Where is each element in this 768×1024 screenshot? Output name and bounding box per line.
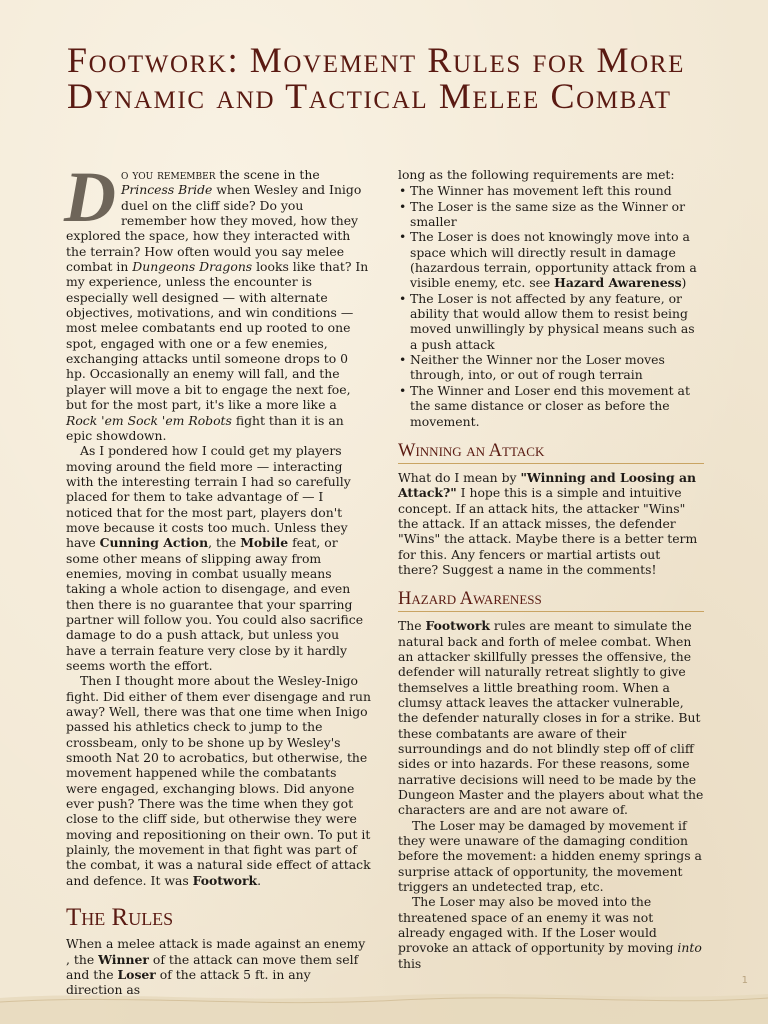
intro-italic: Princess Bride <box>121 182 213 198</box>
list-item: • Neither the Winner nor the Loser moves through, into, or out of rough terrain <box>398 352 704 383</box>
intro-text: the scene in the <box>215 167 320 182</box>
intro-text: when Wesley and Inigo duel on the cliff side? Do you remember how they moved, how they explored the space, how they interacted with the terrain? How often would you say melee combat in <box>66 182 362 275</box>
list-item <box>398 229 704 290</box>
hazard-paragraph-2: The Loser may be damaged by movement if they were unaware of the damaging condition before the movement: a hidden enemy springs a surprise attack of opportunity, the movement triggers an undetected trap, etc. <box>398 817 702 895</box>
left-column <box>64 157 371 998</box>
para-bold: "Winning and Loosing an Attack?" <box>398 469 696 501</box>
paragraph-3 <box>66 673 371 888</box>
para-text: feat, or some other means of slipping away from enemies, moving in combat usually means taking a whole action to disengage, and even then there is no guarantee that your sparring partner will follow you. You could also sacrifice damage to do a push attack, but unless you have a terrain feature very close by it hardly seems worth the effort. <box>66 535 364 673</box>
drop-cap: D <box>64 157 116 237</box>
intro-text: looks like that? In my experience, unless the encounter is especially well designed — with alternate objectives, motivations, and win conditions — most melee combatants end up rooted to one spot, engaged with one or a few enemies, exchanging attacks until someone drops to 0 hp. Occasionally an enemy will fall, and the player will move a bit to engage the next foe, but for the most part, it's like a more like a <box>66 259 369 413</box>
list-item-text: The Loser is does not knowingly move into a space which will directly result in damage (hazardous terrain, opportunity attack from a visible enemy, etc. see <box>410 229 697 291</box>
heading-the-rules: The Rules <box>66 904 174 932</box>
para-text: When a melee attack is made against an enemy , the <box>66 936 366 967</box>
page-number: 1 <box>741 975 748 986</box>
para-bold: Winner <box>98 951 149 967</box>
list-item: • The Loser is not affected by any feature, or ability that would allow them to resist being moved unwillingly by physical means such as a push attack <box>398 291 704 352</box>
winning-paragraph <box>398 470 704 577</box>
intro-lead: o you remember <box>121 167 216 182</box>
para-bold: Loser <box>117 966 156 982</box>
intro-text: fight than it is an epic showdown. <box>66 412 344 443</box>
footer-ornament <box>0 984 768 1024</box>
para-bold: Mobile <box>240 535 289 551</box>
rules-continued: long as the following requirements are met: <box>398 167 675 182</box>
para-italic: into <box>677 940 702 956</box>
heading-hazard-awareness: Hazard Awareness <box>398 589 704 612</box>
para-text: of the attack 5 ft. in any direction as <box>66 966 311 998</box>
list-item: • The Winner has movement left this round <box>398 183 704 198</box>
heading-winning-an-attack: Winning an Attack <box>398 441 704 464</box>
para-text: The Loser may also be moved into the threatened space of an enemy it was not already engaged with. If the Loser would provoke an attack of opportunity by moving <box>398 894 678 956</box>
list-item: • The Loser is the same size as the Winner or smaller <box>398 199 704 230</box>
para-text: . <box>257 872 262 888</box>
para-text: rules are meant to simulate the natural back and forth of melee combat. When an attacker skillfully presses the offensive, the defender will naturally retreat slightly to give themselves a little breathing room. When a clumsy attack leaves the attacker vulnerable, the defender naturally closes in for a strike. But these combatants are aware of their surroundings and do not blindly step off of cliff sides or into hazards. For these reasons, some narrative decisions will need to be made by the Dungeon Master and the players about what the characters are and are not aware of. <box>398 618 704 818</box>
para-bold: Footwork <box>192 872 258 888</box>
para-text: I hope this is a simple and intuitive concept. If an attack hits, the attacker "Wins" the attack. If an attack misses, the defender "Wins" the attack. Maybe there is a better term for this. Any fencers or martial artists out there? Suggest a name in the comments! <box>398 485 698 577</box>
para-text: , the <box>208 535 241 551</box>
list-item-text: ) <box>681 275 687 291</box>
list-item-bold: Hazard Awareness <box>554 275 682 291</box>
drop-cap-ornament <box>62 157 118 237</box>
para-text: this <box>398 955 422 971</box>
requirements-list <box>398 183 704 429</box>
intro-italic: Rock 'em Sock 'em Robots <box>66 412 232 428</box>
para-text: The <box>398 618 426 634</box>
right-column <box>398 167 704 971</box>
para-text: Then I thought more about the Wesley-Inigo fight. Did either of them ever disengage and run away? Well, there was that one time when Inigo passed his athletics check to jump to the crossbeam, only to be shone up by Wesley's smooth Nat 20 to acrobatics, but otherwise, the movement happened while the combatants were engaged, exchanging blows. Did anyone ever push? There was the time when they got close to the cliff side, but otherwise they were moving and repositioning on their own. To put it plainly, the movement in that fight was part of the combat, it was a natural side effect of attack and defence. It was <box>66 673 371 888</box>
hazard-paragraph-1 <box>398 618 704 817</box>
list-item: • The Winner and Loser end this movement at the same distance or closer as before the movement. <box>398 383 704 429</box>
para-text: What do I mean by <box>398 469 521 485</box>
page-title: Footwork: Movement Rules for More Dynamic and Tactical Melee Combat <box>67 40 685 116</box>
para-bold: Cunning Action <box>99 535 209 551</box>
intro-italic: Dungeons Dragons <box>132 259 253 275</box>
para-text: of the attack can move them self and the <box>66 951 359 982</box>
para-bold: Footwork <box>425 618 490 634</box>
para-text: As I pondered how I could get my players moving around the field more — interacting with the interesting terrain I had so carefully placed for them to take advantage of — I noticed that for the most part, players don't move because it costs too much. Unless they have <box>66 443 351 551</box>
hazard-paragraph-3 <box>398 894 704 971</box>
paragraph-2 <box>66 443 371 673</box>
